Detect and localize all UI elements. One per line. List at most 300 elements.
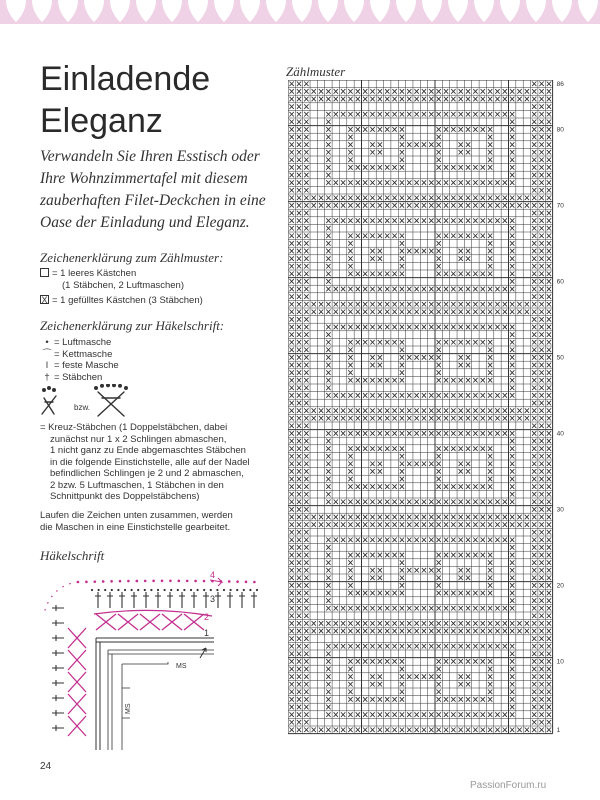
filled-cell	[473, 393, 477, 398]
filled-cell	[517, 408, 521, 413]
filled-cell	[407, 416, 411, 421]
filled-cell	[356, 416, 360, 421]
filled-cell	[473, 97, 477, 102]
filled-cell	[400, 667, 404, 672]
filled-cell	[348, 234, 352, 239]
filled-cell	[363, 515, 367, 520]
filled-cell	[547, 249, 551, 254]
filled-cell	[297, 712, 301, 717]
filled-cell	[451, 712, 455, 717]
filled-cell	[503, 408, 507, 413]
filled-cell	[407, 500, 411, 505]
filled-cell	[495, 500, 499, 505]
filled-cell	[451, 728, 455, 733]
filled-cell	[356, 553, 360, 558]
filled-cell	[370, 674, 374, 679]
filled-cell	[297, 355, 301, 360]
filled-cell	[392, 728, 396, 733]
filled-cell	[348, 667, 352, 672]
filled-cell	[290, 614, 294, 619]
filled-cell	[356, 302, 360, 307]
filled-cell	[437, 302, 441, 307]
filled-cell	[451, 272, 455, 277]
filled-cell	[532, 629, 536, 634]
filled-cell	[488, 264, 492, 269]
filled-cell	[422, 310, 426, 315]
filled-cell	[304, 211, 308, 216]
filled-cell	[547, 378, 551, 383]
filled-cell	[444, 340, 448, 345]
filled-cell	[437, 264, 441, 269]
filled-cell	[495, 416, 499, 421]
filled-cell	[312, 408, 316, 413]
filled-cell	[370, 378, 374, 383]
filled-cell	[532, 705, 536, 710]
filled-cell	[326, 142, 330, 147]
filled-cell	[459, 629, 463, 634]
filled-cell	[363, 165, 367, 170]
filled-cell	[547, 507, 551, 512]
filled-cell	[356, 287, 360, 292]
filled-cell	[304, 431, 308, 436]
filled-cell	[437, 469, 441, 474]
filled-cell	[451, 553, 455, 558]
filled-cell	[517, 203, 521, 208]
filled-cell	[510, 241, 514, 246]
filled-cell	[510, 386, 514, 391]
filled-cell	[422, 644, 426, 649]
filled-cell	[297, 393, 301, 398]
filled-cell	[539, 104, 543, 109]
filled-cell	[437, 325, 441, 330]
filled-cell	[370, 469, 374, 474]
filled-cell	[370, 712, 374, 717]
filled-cell	[392, 500, 396, 505]
filled-cell	[429, 568, 433, 573]
filled-cell	[466, 325, 470, 330]
filled-cell	[437, 416, 441, 421]
filled-cell	[444, 302, 448, 307]
filled-cell	[547, 484, 551, 489]
filled-cell	[466, 522, 470, 527]
filled-cell	[525, 621, 529, 626]
filled-cell	[488, 249, 492, 254]
filled-cell	[459, 180, 463, 185]
filled-cell	[547, 196, 551, 201]
filled-cell	[370, 89, 374, 94]
filled-cell	[532, 203, 536, 208]
filled-cell	[370, 150, 374, 155]
filled-cell	[473, 378, 477, 383]
filled-cell	[378, 378, 382, 383]
filled-cell	[297, 180, 301, 185]
filled-cell	[326, 408, 330, 413]
filled-cell	[326, 348, 330, 353]
filled-cell	[304, 127, 308, 132]
filled-cell	[304, 82, 308, 87]
filled-cell	[437, 446, 441, 451]
filled-cell	[304, 173, 308, 178]
filled-cell	[539, 431, 543, 436]
filled-cell	[326, 241, 330, 246]
filled-cell	[319, 203, 323, 208]
filled-cell	[363, 127, 367, 132]
filled-cell	[539, 424, 543, 429]
filled-cell	[547, 325, 551, 330]
filled-cell	[304, 667, 308, 672]
filled-cell	[392, 287, 396, 292]
filled-cell	[290, 583, 294, 588]
filled-cell	[503, 629, 507, 634]
filled-cell	[297, 120, 301, 125]
filled-cell	[459, 431, 463, 436]
filled-cell	[539, 173, 543, 178]
filled-cell	[532, 644, 536, 649]
filled-cell	[290, 150, 294, 155]
filled-cell	[539, 97, 543, 102]
filled-cell	[539, 500, 543, 505]
filled-cell	[539, 340, 543, 345]
filled-cell	[297, 150, 301, 155]
filled-cell	[290, 218, 294, 223]
filled-cell	[407, 218, 411, 223]
filled-cell	[370, 431, 374, 436]
filled-cell	[341, 621, 345, 626]
filled-cell	[326, 538, 330, 543]
filled-cell	[312, 97, 316, 102]
filled-cell	[348, 165, 352, 170]
filled-cell	[459, 234, 463, 239]
filled-cell	[510, 659, 514, 664]
filled-cell	[341, 408, 345, 413]
filled-cell	[400, 606, 404, 611]
filled-cell	[326, 431, 330, 436]
filled-cell	[473, 234, 477, 239]
filled-cell	[517, 629, 521, 634]
filled-cell	[407, 310, 411, 315]
filled-cell	[334, 522, 338, 527]
filled-cell	[304, 636, 308, 641]
filled-cell	[297, 158, 301, 163]
chain-stitch-mark	[94, 580, 97, 583]
filled-cell	[488, 469, 492, 474]
filled-cell	[547, 173, 551, 178]
cross-stitch-mark	[140, 614, 160, 630]
filled-cell	[356, 515, 360, 520]
filled-cell	[539, 378, 543, 383]
filled-cell	[297, 690, 301, 695]
filled-cell	[341, 431, 345, 436]
filled-cell	[407, 712, 411, 717]
filled-cell	[437, 728, 441, 733]
filled-cell	[385, 325, 389, 330]
filled-cell	[304, 370, 308, 375]
filled-cell	[510, 165, 514, 170]
filled-cell	[539, 82, 543, 87]
filled-cell	[473, 515, 477, 520]
filled-cell	[422, 302, 426, 307]
chart-title: Zählmuster	[286, 64, 346, 79]
filled-cell	[356, 310, 360, 315]
filled-cell	[348, 553, 352, 558]
filled-cell	[547, 522, 551, 527]
filled-cell	[326, 462, 330, 467]
filled-cell	[341, 522, 345, 527]
filled-cell	[304, 249, 308, 254]
filled-cell	[400, 340, 404, 345]
filled-cell	[473, 165, 477, 170]
filled-cell	[334, 416, 338, 421]
filled-cell	[341, 712, 345, 717]
filled-cell	[481, 272, 485, 277]
filled-cell	[348, 272, 352, 277]
filled-cell	[392, 272, 396, 277]
filled-cell	[539, 218, 543, 223]
filled-cell	[510, 249, 514, 254]
filled-cell	[290, 682, 294, 687]
filled-cell	[495, 515, 499, 520]
filled-cell	[370, 302, 374, 307]
filled-cell	[341, 203, 345, 208]
filled-cell	[385, 287, 389, 292]
filled-cell	[370, 363, 374, 368]
filled-cell	[481, 446, 485, 451]
filled-cell	[473, 500, 477, 505]
filled-cell	[304, 241, 308, 246]
filled-cell	[547, 515, 551, 520]
filled-cell	[392, 484, 396, 489]
filled-cell	[304, 180, 308, 185]
filled-cell	[356, 393, 360, 398]
filled-cell	[326, 355, 330, 360]
filled-cell	[378, 218, 382, 223]
filled-cell	[532, 310, 536, 315]
filled-cell	[451, 431, 455, 436]
double-crochet-mark	[95, 592, 101, 608]
filled-cell	[304, 302, 308, 307]
filled-cell	[459, 97, 463, 102]
filled-cell	[290, 621, 294, 626]
filled-cell	[356, 728, 360, 733]
filled-cell	[488, 667, 492, 672]
filled-cell	[466, 568, 470, 573]
filled-cell	[503, 728, 507, 733]
filled-cell	[532, 279, 536, 284]
chain-stitch-mark	[98, 589, 100, 591]
filled-cell	[304, 416, 308, 421]
filled-cell	[547, 348, 551, 353]
filled-cell	[378, 591, 382, 596]
filled-cell	[488, 302, 492, 307]
filled-cell	[400, 196, 404, 201]
filled-cell	[304, 196, 308, 201]
filled-cell	[348, 127, 352, 132]
filled-cell	[510, 606, 514, 611]
filled-cell	[348, 712, 352, 717]
filled-cell	[290, 644, 294, 649]
filled-cell	[459, 325, 463, 330]
filled-cell	[539, 158, 543, 163]
filled-cell	[400, 310, 404, 315]
filled-cell	[473, 446, 477, 451]
filled-cell	[495, 393, 499, 398]
filled-cell	[407, 180, 411, 185]
filled-cell	[539, 196, 543, 201]
filled-cell	[400, 256, 404, 261]
filled-cell	[407, 287, 411, 292]
filled-cell	[290, 477, 294, 482]
filled-cell	[422, 712, 426, 717]
filled-cell	[392, 431, 396, 436]
filled-cell	[407, 568, 411, 573]
filled-cell	[290, 545, 294, 550]
chain-stitch-mark	[230, 589, 232, 591]
filled-cell	[414, 522, 418, 527]
filled-cell	[510, 545, 514, 550]
filled-cell	[370, 606, 374, 611]
filled-cell	[290, 591, 294, 596]
filled-cell	[532, 522, 536, 527]
filled-cell	[378, 363, 382, 368]
filled-cell	[459, 363, 463, 368]
filled-cell	[297, 256, 301, 261]
filled-cell	[466, 203, 470, 208]
filled-cell	[378, 629, 382, 634]
filled-cell	[334, 180, 338, 185]
filled-cell	[466, 256, 470, 261]
double-crochet-mark	[52, 725, 64, 731]
filled-cell	[473, 712, 477, 717]
filled-cell	[547, 408, 551, 413]
filled-cell	[466, 89, 470, 94]
filled-cell	[547, 644, 551, 649]
filled-cell	[451, 325, 455, 330]
filled-cell	[510, 226, 514, 231]
filled-cell	[532, 226, 536, 231]
filled-cell	[437, 697, 441, 702]
filled-cell	[547, 294, 551, 299]
filled-cell	[532, 120, 536, 125]
filled-cell	[517, 522, 521, 527]
filled-cell	[392, 89, 396, 94]
filled-cell	[547, 287, 551, 292]
filled-cell	[422, 287, 426, 292]
filled-cell	[437, 560, 441, 565]
filled-cell	[466, 302, 470, 307]
filled-cell	[392, 234, 396, 239]
filled-cell	[451, 287, 455, 292]
filled-cell	[495, 644, 499, 649]
filled-cell	[539, 256, 543, 261]
filled-cell	[539, 188, 543, 193]
filled-cell	[444, 522, 448, 527]
filled-cell	[326, 439, 330, 444]
filled-cell	[304, 454, 308, 459]
chain-stitch-mark	[111, 589, 113, 591]
filled-cell	[437, 591, 441, 596]
page-number: 24	[40, 761, 52, 772]
filled-cell	[429, 97, 433, 102]
filled-cell	[451, 591, 455, 596]
filled-cell	[539, 598, 543, 603]
filled-cell	[503, 515, 507, 520]
filled-cell	[370, 355, 374, 360]
filled-cell	[290, 538, 294, 543]
filled-cell	[385, 591, 389, 596]
filled-cell	[539, 522, 543, 527]
filled-cell	[304, 462, 308, 467]
filled-cell	[348, 454, 352, 459]
filled-cell	[385, 203, 389, 208]
filled-cell	[539, 127, 543, 132]
filled-cell	[290, 135, 294, 140]
filled-cell	[539, 249, 543, 254]
filled-cell	[539, 560, 543, 565]
chain-stitch-mark	[104, 589, 106, 591]
filled-cell	[473, 302, 477, 307]
filled-cell	[532, 538, 536, 543]
chain-stitch-mark	[131, 589, 133, 591]
filled-cell	[348, 477, 352, 482]
filled-cell	[334, 728, 338, 733]
filled-cell	[422, 180, 426, 185]
filled-cell	[481, 196, 485, 201]
filled-cell	[488, 712, 492, 717]
filled-cell	[348, 560, 352, 565]
filled-cell	[488, 728, 492, 733]
filled-cell	[400, 203, 404, 208]
filled-cell	[400, 241, 404, 246]
filled-cell	[503, 310, 507, 315]
filled-cell	[400, 142, 404, 147]
filled-cell	[304, 424, 308, 429]
filled-cell	[385, 340, 389, 345]
filled-cell	[481, 728, 485, 733]
filled-cell	[319, 515, 323, 520]
filled-cell	[400, 553, 404, 558]
filled-cell	[422, 196, 426, 201]
filled-cell	[290, 393, 294, 398]
filled-cell	[532, 690, 536, 695]
filled-cell	[407, 196, 411, 201]
filled-cell	[290, 127, 294, 132]
filled-cell	[429, 629, 433, 634]
filled-cell	[334, 325, 338, 330]
filled-cell	[363, 408, 367, 413]
filled-cell	[400, 408, 404, 413]
filled-cell	[488, 515, 492, 520]
filled-cell	[304, 188, 308, 193]
filled-cell	[370, 256, 374, 261]
filled-cell	[378, 287, 382, 292]
chain-stitch-mark	[91, 589, 93, 591]
filled-cell	[356, 446, 360, 451]
filled-cell	[326, 621, 330, 626]
double-crochet-mark	[52, 695, 64, 701]
filled-cell	[547, 120, 551, 125]
cross-stitch-mark	[68, 628, 86, 648]
filled-cell	[400, 454, 404, 459]
filled-cell	[334, 218, 338, 223]
filled-cell	[326, 500, 330, 505]
filled-cell	[326, 264, 330, 269]
filled-cell	[532, 370, 536, 375]
filled-cell	[437, 484, 441, 489]
filled-cell	[459, 606, 463, 611]
single-crochet-icon: ǀ	[45, 360, 49, 371]
filled-cell	[459, 621, 463, 626]
filled-cell	[539, 712, 543, 717]
